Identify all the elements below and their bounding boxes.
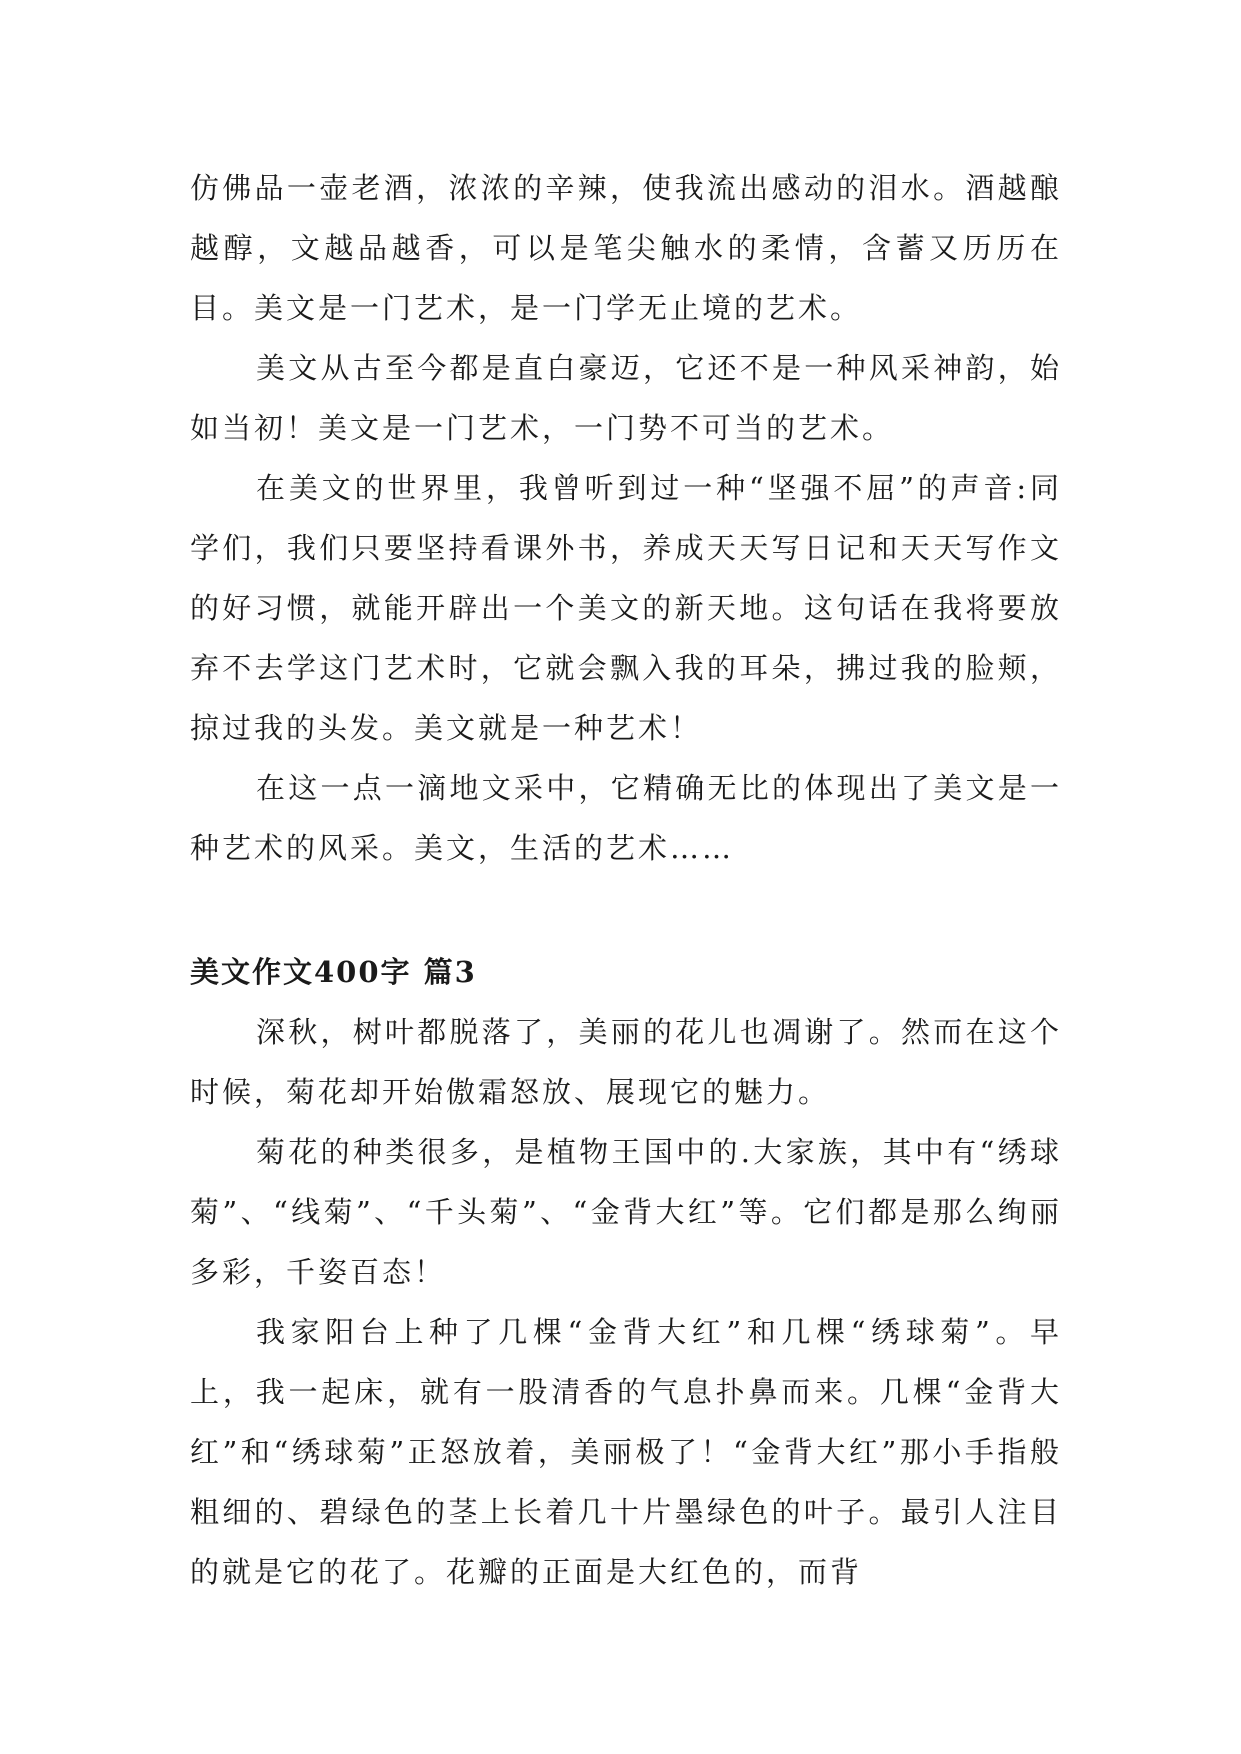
document-body bbox=[190, 158, 1062, 1602]
paragraph: 在这一点一滴地文采中，它精确无比的体现出了美文是一种艺术的风采。美文，生活的艺术…… bbox=[190, 771, 1062, 865]
paragraph: 在美文的世界里，我曾听到过一种“坚强不屈”的声音:同学们，我们只要坚持看课外书，养成天天写日记和天天写作文的好习惯，就能开辟出一个美文的新天地。这句话在我将要放弃不去学这门艺术时，它就会飘入我的耳朵，拂过我的脸颊，掠过我的头发。美文就是一种艺术！ bbox=[190, 471, 1062, 745]
paragraph: 我家阳台上种了几棵“金背大红”和几棵“绣球菊”。早上，我一起床，就有一股清香的气息扑鼻而来。几棵“金背大红”和“绣球菊”正怒放着，美丽极了！“金背大红”那小手指般粗细的、碧绿色的茎上长着几十片墨绿色的叶子。最引人注目的就是它的花了。花瓣的正面是大红色的，而背 bbox=[190, 1315, 1062, 1589]
paragraph: 美文从古至今都是直白豪迈，它还不是一种风采神韵，始如当初！美文是一门艺术，一门势不可当的艺术。 bbox=[190, 351, 1062, 445]
paragraph: 深秋，树叶都脱落了，美丽的花儿也凋谢了。然而在这个时候，菊花却开始傲霜怒放、展现它的魅力。 bbox=[190, 1015, 1062, 1109]
paragraph: 仿佛品一壶老酒，浓浓的辛辣，使我流出感动的泪水。酒越酿越醇，文越品越香，可以是笔尖触水的柔情，含蓄又历历在目。美文是一门艺术，是一门学无止境的艺术。 bbox=[190, 171, 1062, 325]
section-heading: 美文作文400字 篇3 bbox=[190, 955, 477, 989]
paragraph: 菊花的种类很多，是植物王国中的.大家族，其中有“绣球菊”、“线菊”、“千头菊”、“金背大红”等。它们都是那么绚丽多彩，千姿百态！ bbox=[190, 1135, 1062, 1289]
